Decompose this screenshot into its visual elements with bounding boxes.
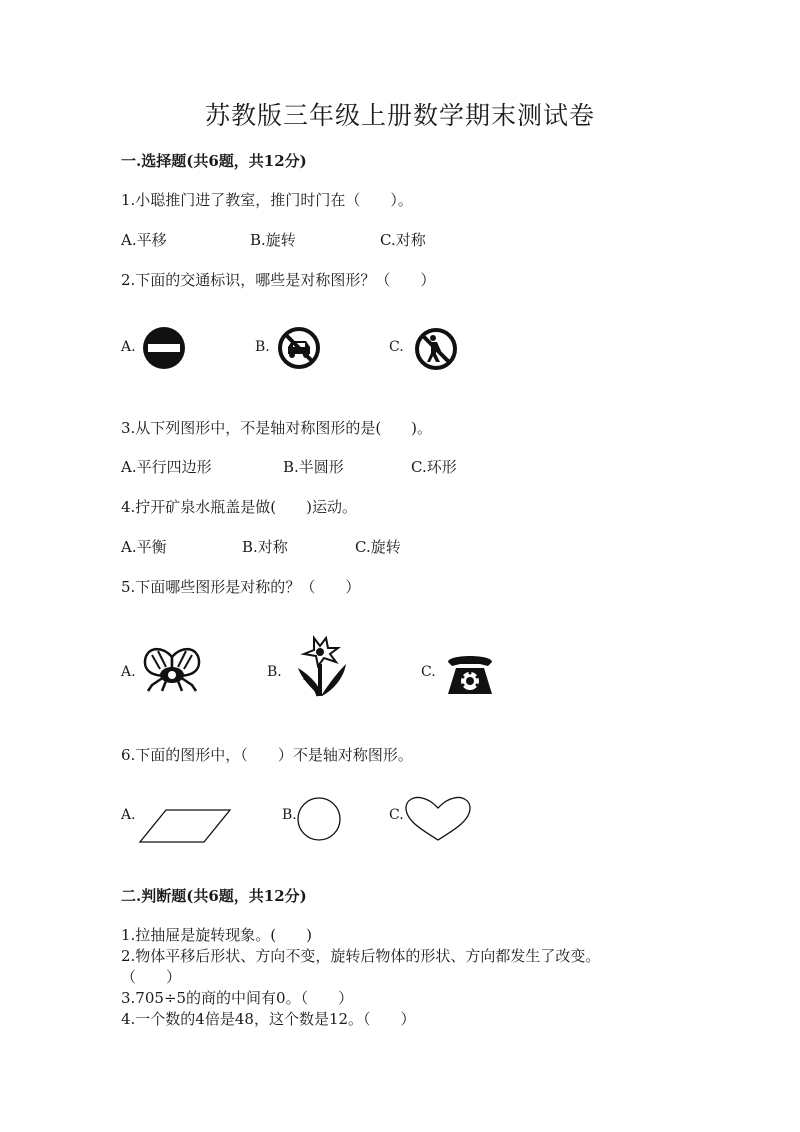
judgment-2-continued: （ ） bbox=[121, 968, 182, 986]
q1-option-b: B.旋转 bbox=[250, 231, 296, 249]
q5-option-b-label: B. bbox=[267, 664, 282, 680]
section-heading-judgment: 二.判断题(共6题，共12分) bbox=[121, 887, 307, 905]
q2-option-b-label: B. bbox=[255, 339, 270, 355]
page-title: 苏教版三年级上册数学期末测试卷 bbox=[204, 101, 595, 130]
q5-option-a-label: A. bbox=[121, 664, 136, 680]
no-pedestrian-sign-icon bbox=[414, 327, 458, 371]
q2-option-a-label: A. bbox=[121, 339, 136, 355]
question-4: 4.拧开矿泉水瓶盖是做( )运动。 bbox=[121, 498, 358, 516]
question-3: 3.从下列图形中，不是轴对称图形的是( )。 bbox=[121, 419, 433, 437]
judgment-1: 1.拉抽屉是旋转现象。( ) bbox=[121, 926, 313, 944]
no-motor-vehicle-sign-icon bbox=[277, 326, 321, 370]
question-6: 6.下面的图形中，（ ）不是轴对称图形。 bbox=[121, 746, 413, 764]
q3-option-b: B.半圆形 bbox=[283, 458, 344, 476]
parallelogram-icon bbox=[138, 808, 234, 844]
q6-option-b-label: B. bbox=[282, 807, 297, 823]
daffodil-flower-icon bbox=[294, 634, 350, 698]
q4-option-a: A.平衡 bbox=[121, 538, 167, 556]
q2-option-c-label: C. bbox=[389, 339, 404, 355]
rotary-telephone-icon bbox=[444, 652, 496, 698]
question-1: 1.小聪推门进了教室，推门时门在（ ）。 bbox=[121, 191, 413, 209]
q4-option-b: B.对称 bbox=[242, 538, 288, 556]
q6-option-a-label: A. bbox=[121, 807, 136, 823]
insect-icon bbox=[140, 643, 204, 693]
q5-option-c-label: C. bbox=[421, 664, 436, 680]
question-5: 5.下面哪些图形是对称的？（ ） bbox=[121, 578, 361, 596]
heart-icon bbox=[404, 796, 472, 842]
judgment-4: 4.一个数的4倍是48，这个数是12。（ ） bbox=[121, 1010, 416, 1028]
section-heading-choice: 一.选择题(共6题，共12分) bbox=[121, 152, 307, 170]
q3-option-c: C.环形 bbox=[411, 458, 457, 476]
question-2: 2.下面的交通标识，哪些是对称图形？（ ） bbox=[121, 271, 436, 289]
judgment-3: 3.705÷5的商的中间有0。（ ） bbox=[121, 989, 354, 1007]
judgment-2: 2.物体平移后形状、方向不变，旋转后物体的形状、方向都发生了改变。 bbox=[121, 947, 601, 965]
circle-icon bbox=[296, 796, 342, 842]
q1-option-c: C.对称 bbox=[380, 231, 426, 249]
q1-option-a: A.平移 bbox=[121, 231, 167, 249]
no-entry-sign-icon bbox=[142, 326, 186, 370]
q4-option-c: C.旋转 bbox=[355, 538, 401, 556]
q6-option-c-label: C. bbox=[389, 807, 404, 823]
q3-option-a: A.平行四边形 bbox=[121, 458, 212, 476]
